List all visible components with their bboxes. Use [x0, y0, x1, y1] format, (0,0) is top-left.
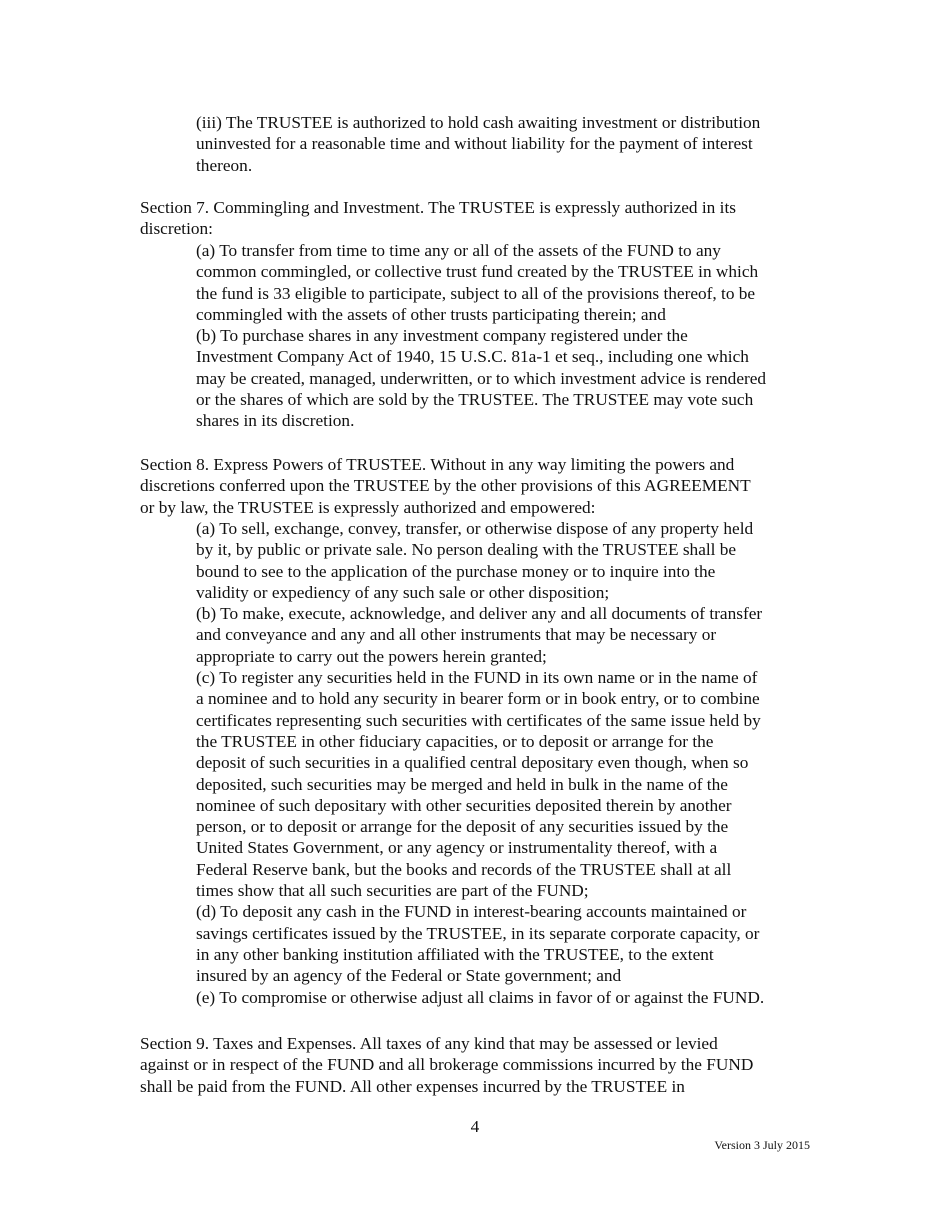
text-line: nominee of such depositary with other securities deposited therein by another [196, 795, 732, 815]
text-line: shall be paid from the FUND. All other expenses incurred by the TRUSTEE in [140, 1076, 685, 1096]
text-line: certificates representing such securities with certificates of the same issue held by [196, 710, 761, 730]
section-7-items [196, 240, 766, 432]
text-line: deposit of such securities in a qualified central depositary even though, when so [196, 753, 749, 773]
section-8-items [196, 518, 764, 1008]
text-line: (d) To deposit any cash in the FUND in interest-bearing accounts maintained or [196, 902, 747, 922]
text-line: validity or expediency of any such sale or other disposition; [196, 582, 610, 602]
text-line: thereon. [196, 155, 253, 175]
text-line: appropriate to carry out the powers herein granted; [196, 646, 547, 666]
text-line: deposited, such securities may be merged and held in bulk in the name of the [196, 774, 728, 794]
text-line: common commingled, or collective trust fund created by the TRUSTEE in which [196, 262, 759, 282]
text-line: may be created, managed, underwritten, or to which investment advice is rendered [196, 368, 767, 388]
text-line: (b) To make, execute, acknowledge, and deliver any and all documents of transfer [196, 604, 763, 624]
text-line: savings certificates issued by the TRUSTEE, in its separate corporate capacity, or [196, 923, 760, 943]
text-line: against or in respect of the FUND and all brokerage commissions incurred by the FUND [140, 1055, 754, 1075]
text-line: (e) To compromise or otherwise adjust all claims in favor of or against the FUND. [196, 987, 765, 1007]
text-line: Investment Company Act of 1940, 15 U.S.C. 81a-1 et seq., including one which [196, 347, 749, 367]
text-line: or by law, the TRUSTEE is expressly authorized and empowered: [140, 497, 596, 517]
text-line: (b) To purchase shares in any investment company registered under the [196, 326, 688, 346]
section-8-heading [140, 454, 751, 518]
text-line: discretions conferred upon the TRUSTEE by the other provisions of this AGREEMENT [140, 476, 751, 496]
text-line: in any other banking institution affiliated with the TRUSTEE, to the extent [196, 944, 714, 964]
text-line: (c) To register any securities held in the FUND in its own name or in the name of [196, 668, 758, 688]
text-line: commingled with the assets of other trusts participating therein; and [196, 304, 666, 324]
text-line: bound to see to the application of the purchase money or to inquire into the [196, 561, 716, 581]
text-line: shares in its discretion. [196, 411, 355, 431]
text-line: (iii) The TRUSTEE is authorized to hold cash awaiting investment or distribution [196, 113, 761, 132]
text-line: person, or to deposit or arrange for the deposit of any securities issued by the [196, 817, 729, 837]
item-iii-paragraph [196, 112, 760, 176]
text-line: (a) To transfer from time to time any or all of the assets of the FUND to any [196, 241, 721, 260]
text-line: the fund is 33 eligible to participate, subject to all of the provisions thereof, to be [196, 283, 756, 303]
section-7-heading [140, 197, 736, 240]
version-footer: Version 3 July 2015 [714, 1138, 810, 1152]
text-line: by it, by public or private sale. No person dealing with the TRUSTEE shall be [196, 540, 737, 560]
text-line: or the shares of which are sold by the TRUSTEE. The TRUSTEE may vote such [196, 390, 754, 410]
text-line: Section 8. Express Powers of TRUSTEE. Without in any way limiting the powers and [140, 455, 735, 474]
text-line: Section 9. Taxes and Expenses. All taxes of any kind that may be assessed or levied [140, 1034, 718, 1053]
text-line: United States Government, or any agency or instrumentality thereof, with a [196, 838, 718, 858]
text-line: (a) To sell, exchange, convey, transfer, or otherwise dispose of any property held [196, 519, 754, 538]
text-line: and conveyance and any and all other instruments that may be necessary or [196, 625, 717, 645]
text-line: discretion: [140, 219, 213, 239]
text-line: the TRUSTEE in other fiduciary capacities, or to deposit or arrange for the [196, 731, 714, 751]
text-line: Section 7. Commingling and Investment. The TRUSTEE is expressly authorized in its [140, 198, 736, 217]
text-line: a nominee and to hold any security in bearer form or in book entry, or to combine [196, 689, 760, 709]
text-line: uninvested for a reasonable time and without liability for the payment of interest [196, 134, 753, 154]
section-9-heading [140, 1033, 753, 1097]
text-line: insured by an agency of the Federal or State government; and [196, 966, 622, 986]
text-line: Federal Reserve bank, but the books and records of the TRUSTEE shall at all [196, 859, 732, 879]
page-number: 4 [470, 1117, 480, 1136]
text-line: times show that all such securities are part of the FUND; [196, 881, 589, 901]
